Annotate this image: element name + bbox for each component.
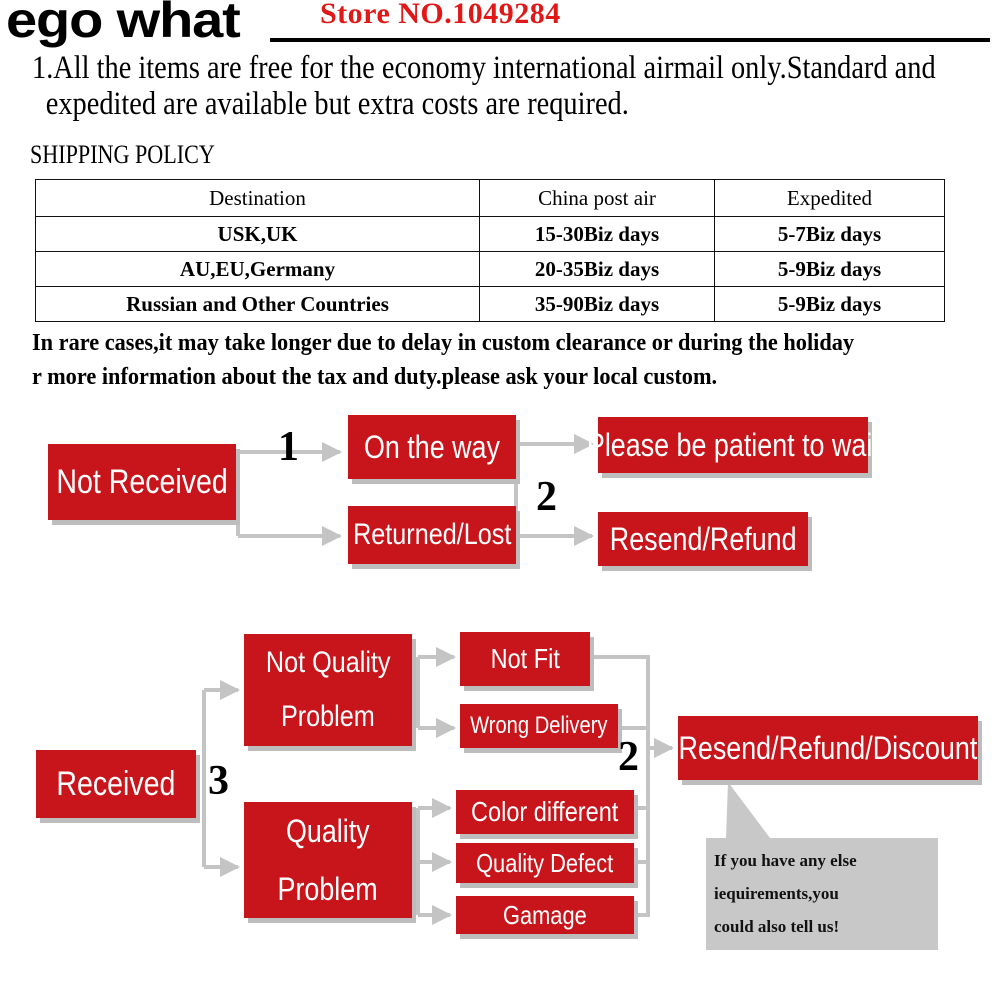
returned-lost-label: Returned/Lost [352,518,512,551]
resend-refund-label: Resend/Refund [609,520,797,557]
quality-label-line-2: Problem [277,871,379,907]
resend-refund-discount-box [678,716,978,780]
quality-label-line-1: Quality [286,813,370,849]
resend-refund-discount-label: Resend/Refund/Discount [678,729,978,766]
gamage-label: Gamage [503,899,587,930]
cell-expedited: 5-7Biz days [715,217,945,252]
received-label: Received [56,764,176,803]
patient-box [586,417,880,473]
on-the-way-label: On the way [364,428,500,465]
column-header-destination: Destination [36,180,480,217]
returned-lost-box [348,506,516,564]
cell-china-post: 15-30Biz days [480,217,715,252]
store-number: Store NO.1049284 [320,0,561,30]
shipping-note-line-2: expedited are available but extra costs are required. [45,86,629,122]
bubble-line-1: If you have any else [714,851,857,870]
cell-expedited: 5-9Biz days [715,252,945,287]
not-fit-label: Not Fit [490,643,560,674]
not-fit-box [460,632,590,686]
wrong-delivery-label: Wrong Delivery [470,712,608,739]
brand-logo-text: ego what [6,0,240,48]
cell-china-post: 35-90Biz days [480,287,715,322]
step-number-2-top: 2 [536,474,557,520]
received-box [36,750,196,818]
quality-box [244,802,412,918]
not-quality-label-line-2: Problem [281,700,375,733]
not-received-box [48,444,236,520]
cell-destination: USK,UK [36,217,480,252]
cell-destination: AU,EU,Germany [36,252,480,287]
color-different-box [456,790,634,834]
quality-defect-label: Quality Defect [476,847,614,878]
step-number-3: 3 [208,758,229,804]
policy-title: SHIPPING POLICY [30,140,215,169]
not-quality-label-line-1: Not Quality [265,646,391,679]
step-number-2-bottom: 2 [618,734,639,780]
cell-destination: Russian and Other Countries [36,287,480,322]
speech-bubble-text [714,844,934,943]
patient-label: Please be patient to wait [586,426,880,463]
step-number-1: 1 [278,424,299,470]
not-received-label: Not Received [56,462,228,501]
gamage-box [456,896,634,934]
quality-defect-box [456,843,634,883]
wrong-delivery-box [460,704,618,748]
cell-expedited: 5-9Biz days [715,287,945,322]
shipping-note-line-1: 1.All the items are free for the economy international airmail only.Standard and [32,50,936,86]
delay-note-line-1: In rare cases,it may take longer due to delay in custom clearance or during the holiday [32,330,855,356]
cell-china-post: 20-35Biz days [480,252,715,287]
delay-note-line-2: r more information about the tax and duty.please ask your local custom. [32,364,718,390]
on-the-way-box [348,415,516,479]
bubble-line-3: could also tell us! [714,917,840,936]
resend-refund-box [598,512,808,566]
column-header-china-post: China post air [480,180,715,217]
bubble-line-2: iequirements,you [714,884,839,903]
column-header-expedited: Expedited [715,180,945,217]
not-quality-box [244,634,412,746]
color-different-label: Color different [471,796,619,827]
